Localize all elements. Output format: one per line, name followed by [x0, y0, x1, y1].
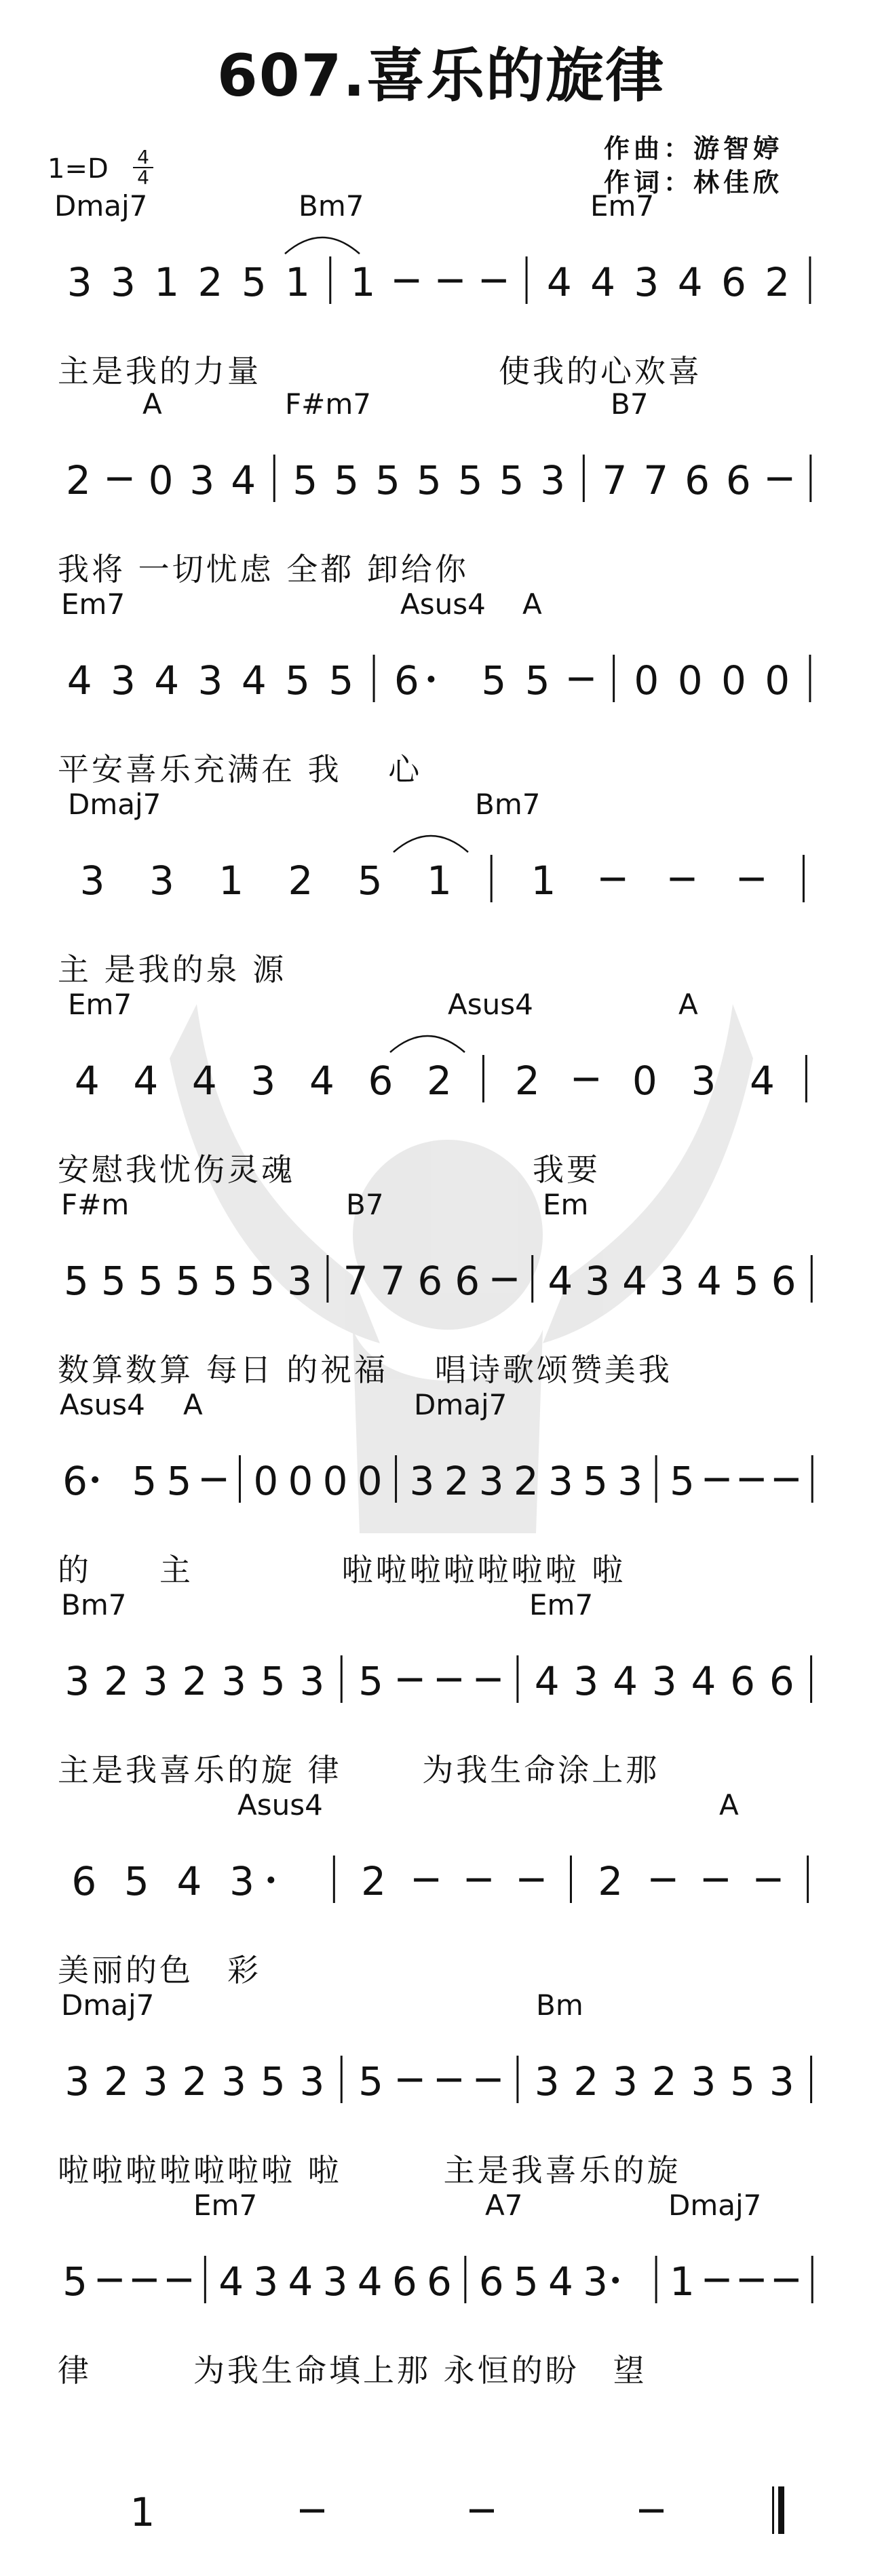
note-digit: 5	[175, 1258, 201, 1304]
note-digit: 3	[253, 2258, 279, 2305]
chord-symbol: F#m	[61, 1188, 130, 1221]
note-digit: 7	[343, 1258, 368, 1304]
augmentation-dot	[612, 2277, 619, 2284]
chord-symbol: B7	[346, 1188, 384, 1221]
chord-symbol: Em7	[193, 2189, 258, 2222]
chord-symbol: Asus4	[400, 588, 486, 621]
chord-symbol: Em7	[590, 189, 655, 223]
note-digit: 0	[322, 1458, 348, 1504]
note-digit: 5	[733, 1258, 759, 1304]
note-digit: 3	[634, 259, 659, 305]
note-digit: 3	[691, 2058, 716, 2104]
chord-symbol: Dmaj7	[61, 1988, 155, 2022]
note-digit: 0	[634, 657, 659, 704]
note-digit: 2	[288, 858, 313, 904]
note-digit: 3	[221, 2058, 247, 2104]
note-digit: 7	[602, 457, 628, 503]
chord-symbol: A	[719, 1788, 739, 1822]
note-digit: 6	[769, 1658, 794, 1704]
note-digit: 3	[534, 2058, 560, 2104]
note-digit: 3	[617, 1458, 643, 1504]
note-digit: 4	[357, 2258, 383, 2305]
note-digit: 3	[149, 858, 174, 904]
lyric-line: 啦啦啦啦啦啦啦 啦 主是我喜乐的旋	[58, 2152, 681, 2189]
note-digit: 6	[721, 259, 746, 305]
note-digit: 6	[685, 457, 710, 503]
note-digit: 5	[730, 2058, 756, 2104]
note-digit: 1	[531, 858, 556, 904]
augmentation-dot	[267, 1877, 274, 1883]
note-digit: 6	[368, 1058, 394, 1104]
note-digit: 0	[357, 1458, 383, 1504]
note-digit: 4	[309, 1058, 334, 1104]
note-digit: 5	[334, 457, 360, 503]
note-digit: 1	[427, 858, 452, 904]
note-digit: 3	[64, 2058, 90, 2104]
note-digit: 4	[218, 2258, 244, 2305]
chord-symbol: A	[183, 1388, 203, 1421]
note-digit: 5	[285, 657, 311, 704]
note-digit: 7	[643, 457, 669, 503]
note-digit: 4	[66, 657, 92, 704]
chord-symbol: Dmaj7	[54, 189, 148, 223]
song-title: 607.喜乐的旋律	[216, 42, 666, 110]
chord-symbol: Bm7	[475, 788, 541, 821]
lyricist-credit: 作词：林佳欣	[604, 168, 784, 197]
lyric-line: 主是我喜乐的旋 律 为我生命涂上那	[58, 1752, 660, 1788]
note-digit: 0	[765, 657, 790, 704]
note-digit: 0	[253, 1458, 279, 1504]
note-digit: 5	[375, 457, 400, 503]
composer-credit: 作曲：游智婷	[604, 134, 784, 164]
note-digit: 4	[677, 259, 703, 305]
chord-symbol: A	[522, 588, 542, 621]
note-digit: 2	[65, 457, 91, 503]
chord-symbol: A	[142, 387, 162, 421]
note-digit: 0	[721, 657, 746, 704]
note-digit: 5	[241, 259, 267, 305]
lyric-line: 美丽的色 彩	[58, 1952, 261, 1988]
note-digit: 1	[218, 858, 244, 904]
note-digit: 3	[769, 2058, 794, 2104]
note-digit: 0	[148, 457, 174, 503]
note-digit: 2	[765, 259, 790, 305]
note-digit: 3	[250, 1058, 276, 1104]
note-digit: 4	[241, 657, 267, 704]
chord-symbol: Asus4	[60, 1388, 145, 1421]
note-digit: 2	[361, 1858, 386, 1904]
note-digit: 5	[292, 457, 318, 503]
note-digit: 2	[598, 1858, 624, 1904]
note-digit: 5	[499, 457, 524, 503]
lyric-line: 我将 一切忧虑 全都 卸给你	[58, 551, 469, 588]
note-digit: 1	[670, 2258, 695, 2305]
note-digit: 3	[142, 2058, 168, 2104]
augmentation-dot	[427, 676, 434, 683]
note-digit: 6	[62, 1458, 88, 1504]
note-digit: 5	[63, 1258, 89, 1304]
note-digit: 2	[104, 2058, 129, 2104]
note-digit: 5	[123, 1858, 149, 1904]
note-digit: 4	[613, 1658, 638, 1704]
note-digit: 2	[514, 1058, 540, 1104]
note-digit: 6	[725, 457, 751, 503]
tie-arc	[285, 237, 360, 254]
note-digit: 3	[573, 1658, 599, 1704]
note-digit: 4	[696, 1258, 722, 1304]
note-digit: 5	[513, 2258, 539, 2305]
note-digit: 3	[659, 1258, 685, 1304]
note-digit: 5	[358, 1658, 383, 1704]
note-digit: 4	[691, 1658, 716, 1704]
note-digit: 5	[250, 1258, 275, 1304]
key-signature: 1=D	[47, 153, 109, 185]
note-digit: 6	[730, 1658, 756, 1704]
note-digit: 6	[455, 1258, 480, 1304]
chord-symbol: Em7	[68, 988, 132, 1021]
note-digit: 2	[513, 1458, 539, 1504]
lyric-line: 主 是我的泉 源	[58, 951, 287, 988]
time-signature-top: 4	[133, 148, 153, 168]
lyric-line: 的 主 啦啦啦啦啦啦啦 啦	[58, 1552, 626, 1588]
note-digit: 5	[62, 2258, 88, 2305]
chord-symbol: Em7	[61, 588, 126, 621]
tie-arc	[394, 836, 468, 852]
note-digit: 0	[632, 1058, 657, 1104]
chord-symbol: Dmaj7	[668, 2189, 762, 2222]
note-digit: 6	[391, 2258, 417, 2305]
note-digit: 4	[546, 259, 572, 305]
augmentation-dot	[92, 1476, 98, 1483]
note-digit: 5	[138, 1258, 164, 1304]
lyric-line: 律 为我生命填上那 永恒的盼 望	[58, 2352, 647, 2389]
note-digit: 2	[104, 1658, 129, 1704]
note-digit: 3	[79, 858, 105, 904]
note-digit: 6	[478, 2258, 504, 2305]
note-digit: 5	[212, 1258, 238, 1304]
note-digit: 4	[74, 1058, 100, 1104]
note-digit: 1	[130, 2489, 155, 2535]
note-digit: 2	[197, 259, 223, 305]
note-digit: 2	[651, 2058, 677, 2104]
note-digit: 1	[285, 259, 311, 305]
note-digit: 4	[590, 259, 616, 305]
note-digit: 2	[427, 1058, 452, 1104]
note-digit: 6	[394, 657, 419, 704]
note-digit: 3	[322, 2258, 348, 2305]
chord-symbol: B7	[611, 387, 649, 421]
note-digit: 1	[350, 259, 376, 305]
lyric-line: 主是我的力量 使我的心欢喜	[58, 353, 702, 389]
note-digit: 5	[328, 657, 354, 704]
lyric-line: 数算数算 每日 的祝福 唱诗歌颂赞美我	[58, 1351, 672, 1388]
note-digit: 3	[540, 457, 566, 503]
chord-symbol: Bm	[536, 1988, 583, 2022]
note-digit: 3	[409, 1458, 435, 1504]
chord-symbol: Em	[543, 1188, 589, 1221]
note-digit: 5	[583, 1458, 609, 1504]
note-digit: 6	[427, 2258, 452, 2305]
note-digit: 2	[573, 2058, 599, 2104]
note-digit: 5	[457, 457, 483, 503]
note-digit: 2	[182, 2058, 208, 2104]
note-digit: 3	[110, 657, 136, 704]
note-digit: 3	[299, 1658, 325, 1704]
note-digit: 3	[613, 2058, 638, 2104]
chord-symbol: Dmaj7	[68, 788, 161, 821]
note-digit: 3	[478, 1458, 504, 1504]
note-digit: 4	[622, 1258, 648, 1304]
note-digit: 3	[583, 2258, 609, 2305]
note-digit: 4	[548, 2258, 573, 2305]
note-digit: 4	[133, 1058, 159, 1104]
note-digit: 3	[64, 1658, 90, 1704]
chord-symbol: Em7	[529, 1588, 594, 1621]
note-digit: 6	[71, 1858, 97, 1904]
note-digit: 3	[651, 1658, 677, 1704]
chord-symbol: A	[678, 988, 698, 1021]
note-digit: 3	[287, 1258, 313, 1304]
note-digit: 5	[100, 1258, 126, 1304]
note-digit: 2	[182, 1658, 208, 1704]
note-digit: 5	[260, 2058, 286, 2104]
note-digit: 7	[380, 1258, 406, 1304]
note-digit: 3	[229, 1858, 255, 1904]
note-digit: 4	[154, 657, 180, 704]
note-digit: 3	[548, 1458, 573, 1504]
note-digit: 4	[231, 457, 256, 503]
note-digit: 4	[750, 1058, 775, 1104]
note-digit: 0	[677, 657, 703, 704]
note-digit: 5	[260, 1658, 286, 1704]
chord-symbol: Bm7	[299, 189, 364, 223]
note-digit: 5	[416, 457, 442, 503]
note-digit: 3	[197, 657, 223, 704]
note-digit: 3	[189, 457, 215, 503]
note-digit: 4	[176, 1858, 202, 1904]
note-digit: 3	[142, 1658, 168, 1704]
time-signature-bottom: 4	[137, 166, 149, 189]
note-digit: 1	[154, 259, 180, 305]
chord-symbol: Asus4	[237, 1788, 323, 1822]
note-digit: 4	[288, 2258, 313, 2305]
lyric-line: 安慰我忧伤灵魂 我要	[58, 1151, 600, 1188]
note-digit: 3	[299, 2058, 325, 2104]
chord-symbol: A7	[485, 2189, 523, 2222]
chord-symbol: F#m7	[285, 387, 371, 421]
note-digit: 3	[221, 1658, 247, 1704]
chord-symbol: Dmaj7	[414, 1388, 507, 1421]
note-digit: 3	[66, 259, 92, 305]
note-digit: 6	[417, 1258, 443, 1304]
note-digit: 3	[691, 1058, 716, 1104]
note-digit: 5	[358, 2058, 383, 2104]
note-digit: 5	[166, 1458, 192, 1504]
note-digit: 3	[585, 1258, 611, 1304]
chord-symbol: Bm7	[61, 1588, 127, 1621]
note-digit: 5	[357, 858, 383, 904]
note-digit: 5	[481, 657, 507, 704]
note-digit: 5	[132, 1458, 157, 1504]
note-digit: 5	[524, 657, 550, 704]
note-digit: 4	[548, 1258, 573, 1304]
lyric-line: 平安喜乐充满在 我 心	[58, 751, 423, 788]
note-digit: 4	[534, 1658, 560, 1704]
note-digit: 4	[191, 1058, 217, 1104]
note-digit: 2	[444, 1458, 469, 1504]
chord-symbol: Asus4	[448, 988, 533, 1021]
note-digit: 6	[771, 1258, 797, 1304]
note-digit: 0	[288, 1458, 313, 1504]
tie-arc	[390, 1036, 465, 1052]
note-digit: 3	[110, 259, 136, 305]
note-digit: 5	[670, 1458, 695, 1504]
